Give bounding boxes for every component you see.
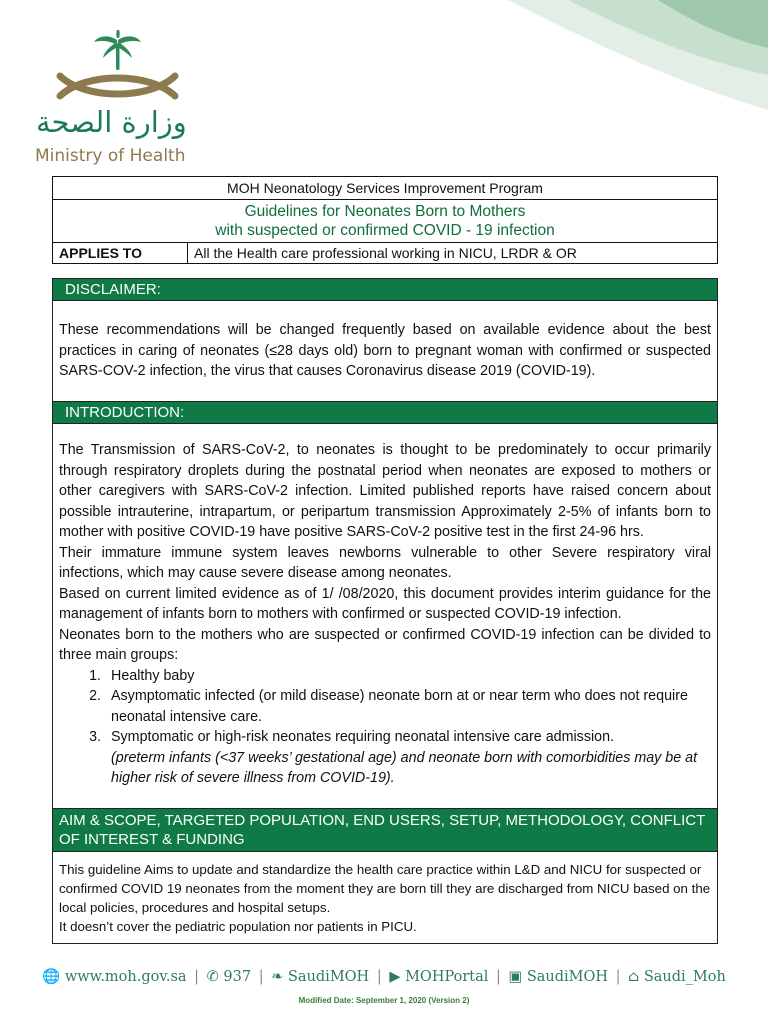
aim-scope-heading: AIM & SCOPE, TARGETED POPULATION, END USERS, SETUP, METHODOLOGY, CONFLICT OF INTEREST & FUNDING: [53, 809, 717, 852]
phone-icon: ✆: [206, 969, 219, 985]
logo-arabic-text: وزارة الصحة: [36, 105, 187, 139]
disclaimer-text: These recommendations will be changed frequently based on available evidence about the best practices in caring of neonates (≤28 days old) born to pregnant woman with confirmed or suspected SARS-COV-2 infection, the virus that causes Coronavirus disease 2019 (COVID-19).: [59, 322, 711, 379]
aim-scope-section: [52, 808, 718, 944]
intro-paragraph-3: Based on current limited evidence as of 1/ /08/2020, this document provides interim guidance for the management of infants born to mothers with confirmed or suspected COVID-19 infection.: [59, 585, 711, 622]
divider: |: [194, 969, 200, 985]
program-title: MOH Neonatology Services Improvement Program: [53, 177, 718, 200]
introduction-heading: INTRODUCTION:: [53, 402, 717, 424]
intro-note: (preterm infants (<37 weeks’ gestational age) and neonate born with comorbidities may be at higher risk of severe illness from COVID-19).: [111, 749, 698, 786]
list-item: 2. Asymptomatic infected (or mild disease) neonate born at or near term who does not require neonatal intensive care.: [105, 686, 711, 727]
logo-english-text: Ministry of Health: [35, 146, 186, 166]
footer-twitter-link[interactable]: SaudiMOH: [287, 969, 370, 985]
footer-contact-bar: [0, 968, 768, 985]
introduction-section: [52, 401, 718, 809]
instagram-icon: ▣: [508, 969, 523, 985]
list-item: 3. Symptomatic or high-risk neonates requiring neonatal intensive care admission.: [105, 727, 711, 748]
disclaimer-heading: DISCLAIMER:: [53, 279, 717, 301]
footer-snapchat-link[interactable]: Saudi_Moh: [643, 969, 726, 985]
document-header-table: [52, 176, 718, 264]
guideline-title-line1: Guidelines for Neonates Born to Mothers: [244, 203, 526, 220]
footer-website-link[interactable]: www.moh.gov.sa: [64, 969, 187, 985]
youtube-icon: ▶: [389, 969, 401, 985]
aim-paragraph-1: This guideline Aims to update and standardize the health care practice within L&D and NICU for suspected or confirmed COVID 19 neonates from the moment they are born till they are discharged from NICU based on the local policies, procedures and hospital setups.: [59, 862, 711, 915]
corner-swoosh: [338, 0, 768, 160]
guideline-title-line2: with suspected or confirmed COVID - 19 infection: [215, 222, 555, 239]
divider: |: [376, 969, 382, 985]
snapchat-icon: ⌂: [628, 969, 640, 985]
footer-youtube-link[interactable]: MOHPortal: [405, 969, 489, 985]
neonate-groups-list: [59, 666, 711, 748]
intro-paragraph-1: The Transmission of SARS-CoV-2, to neonates is thought to be predominately to occur primarily through respiratory droplets during the postnatal period when neonates are exposed to mothers or other caregivers with SARS-CoV-2 infection. Limited published reports have raised concern about possible intrauterine, intrapartum, or peripartum transmission Approximately 2-5% of infants born to mother with positive COVID-19 have positive SARS-CoV-2 positive test in the first 24-96 hrs.: [59, 442, 711, 540]
globe-icon: 🌐: [42, 969, 61, 985]
divider: |: [496, 969, 501, 985]
intro-paragraph-4: Neonates born to the mothers who are suspected or confirmed COVID-19 infection can be divided to three main groups:: [59, 626, 711, 663]
applies-to-label: APPLIES TO: [53, 243, 188, 264]
moh-logo-emblem: [30, 30, 220, 110]
list-item: 1. Healthy baby: [105, 666, 711, 687]
applies-to-value: All the Health care professional working in NICU, LRDR & OR: [188, 243, 718, 264]
footer-instagram-link[interactable]: SaudiMOH: [526, 969, 609, 985]
divider: |: [615, 969, 621, 985]
footer-phone[interactable]: 937: [223, 969, 252, 985]
disclaimer-section: [52, 278, 718, 402]
divider: |: [258, 969, 264, 985]
intro-paragraph-2: Their immature immune system leaves newborns vulnerable to other Severe respiratory viral infections, which may cause severe disease among neonates.: [59, 544, 711, 581]
modified-date: Modified Date: September 1, 2020 (Version 2): [298, 996, 470, 1005]
guideline-title: [53, 200, 718, 243]
aim-paragraph-2: It doesn’t cover the pediatric population nor patients in PICU.: [59, 919, 417, 934]
twitter-icon: ❧: [271, 969, 284, 985]
